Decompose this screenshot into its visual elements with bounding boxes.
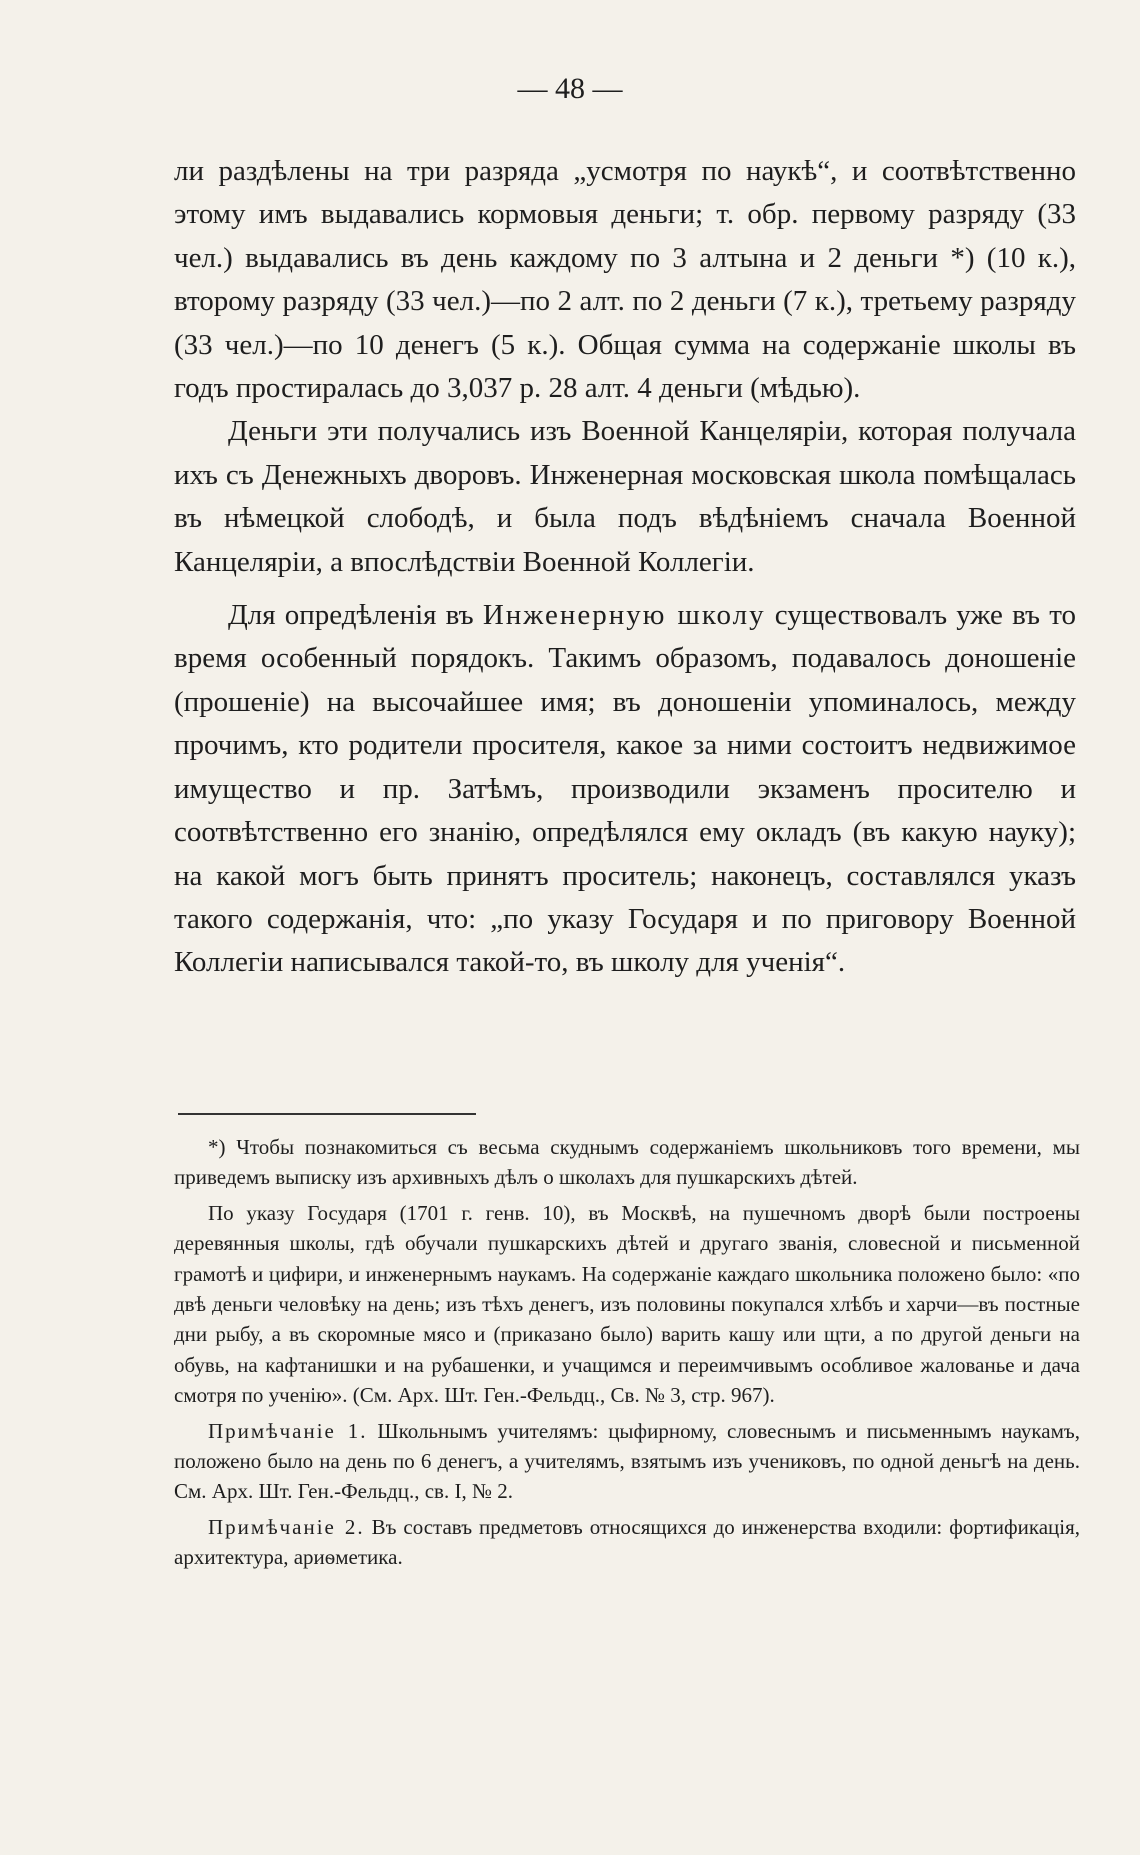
paragraph-3 [174, 594, 1076, 985]
footnote-3-text: Школьнымъ учителямъ: цыфирному, словеснымъ и письменнымъ наукамъ, положено было на день по 6 денегъ, а учителямъ, взятымъ изъ учениковъ, по одной деньгѣ на день. См. Арх. Шт. Ген.-Фельдц., св. I, № 2. [174, 1418, 1081, 1504]
paragraph-1: ли раздѣлены на три разряда „усмотря по наукѣ“, и соотвѣтственно этому имъ выдавались кормовыя деньги; т. обр. первому разряду (33 чел.) выдавались въ день каждому по 3 алтына и 2 деньги *) (10 к.), второму разряду (33 чел.)—по 2 алт. по 2 деньги (7 к.), третьему разряду (33 чел.)—по 10 денегъ (5 к.). Общая сумма на содержаніе школы въ годъ простиралась до 3,037 р. 28 алт. 4 деньги (мѣдью). [174, 155, 1076, 405]
page-number: — 48 — [517, 72, 623, 105]
main-text [174, 150, 1076, 985]
footnote-4-label: Примѣчаніе 2. [208, 1514, 365, 1539]
paragraph-3-rest: существовалъ уже въ то время особенный порядокъ. Такимъ образомъ, подавалось доношеніе (прошеніе) на высочайшее имя; въ доношеніи упоминалось, между прочимъ, кто родители просителя, какое за ними состоитъ недвижимое имущество и пр. Затѣмъ, производили экзаменъ просителю и соотвѣтственно его знанію, опредѣлялся ему окладъ (въ какую науку); на какой могъ быть принятъ проситель; наконецъ, составлялся указъ такого содержанія, что: „по указу Государя и по приговору Военной Коллегіи написывался такой-то, въ школу для ученія“. [174, 599, 1077, 979]
footnote-4-text: Въ составъ предметовъ относящихся до инженерства входили: фортификація, архитектура, ариѳметика. [174, 1514, 1081, 1570]
footnote-separator [178, 1113, 476, 1115]
footnote-3-label: Примѣчаніе 1. [208, 1418, 368, 1443]
paragraph-2: Деньги эти получались изъ Военной Канцеляріи, которая получала ихъ съ Денежныхъ дворовъ. Инженерная московская школа помѣщалась въ нѣмецкой слободѣ, и была подъ вѣдѣніемъ сначала Военной Канцеляріи, а впослѣдствіи Военной Коллегіи. [174, 415, 1076, 578]
paragraph-3-start: Для опредѣленія въ [228, 599, 474, 632]
spaced-emphasis: Инженерную школу [482, 599, 766, 632]
footnote-2: По указу Государя (1701 г. генв. 10), въ Москвѣ, на пушечномъ дворѣ были построены деревянныя школы, гдѣ обучали пушкарскихъ дѣтей и другаго званія, словесной и письменной грамотѣ и цифири, и инженернымъ наукамъ. На содержаніе каждаго школьника положено было: «по двѣ деньги человѣку на день; изъ тѣхъ денегъ, изъ половины покупался хлѣбъ и харчи—въ постные дни рыбу, а въ скоромные мясо и (приказано было) варить кашу или щти, а по другой деньги на обувь, на кафтанишки и на рубашенки, и учащимся и переимчивымъ особливое жалованье и дача смотря по ученію». (См. Арх. Шт. Ген.-Фельдц., Св. № 3, стр. 967). [174, 1200, 1080, 1408]
footnote-3 [174, 1416, 1080, 1507]
footnotes [174, 1132, 1080, 1573]
footnote-4 [174, 1512, 1080, 1573]
footnote-1: *) Чтобы познакомиться съ весьма скуднымъ содержаніемъ школьниковъ того времени, мы приведемъ выписку изъ архивныхъ дѣлъ о школахъ для пушкарскихъ дѣтей. [174, 1135, 1080, 1190]
